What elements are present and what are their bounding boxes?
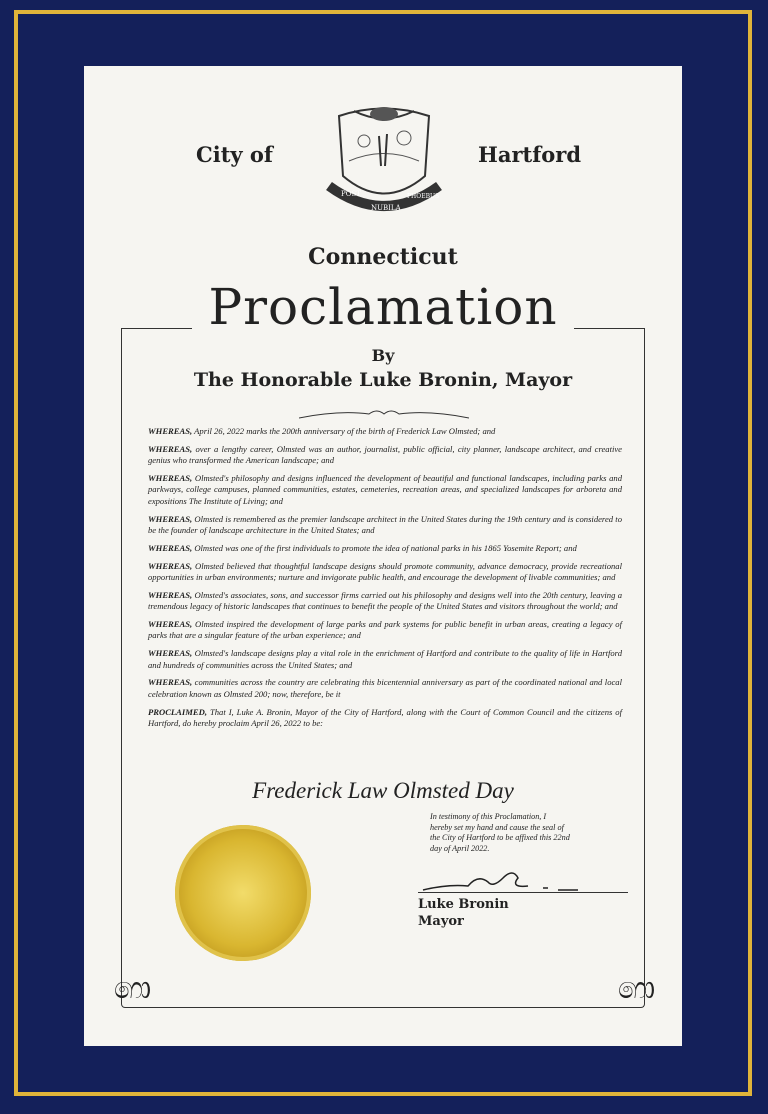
paragraph-lead: WHEREAS, xyxy=(148,473,193,484)
mayor-signature xyxy=(418,864,628,894)
day-title: Frederick Law Olmsted Day xyxy=(252,778,514,803)
proclamation-paragraph xyxy=(148,561,622,584)
seal-motto-post: POST xyxy=(341,190,361,198)
paragraph-lead: WHEREAS, xyxy=(148,648,193,659)
paragraph-text: over a lengthy career, Olmsted was an author, journalist, public official, city planner, landscape architect, and creative genius who transformed the American landscape; and xyxy=(148,443,622,466)
signer-title: Mayor xyxy=(418,914,464,929)
city-of-label: City of xyxy=(196,142,273,167)
paragraph-lead: PROCLAIMED, xyxy=(148,706,207,717)
by-label: By xyxy=(371,346,395,365)
seal-motto-nubila: NUBILA xyxy=(371,204,401,212)
paragraph-text: Olmsted believed that thoughtful landscape designs should promote community, advance democracy, provide recreational opportunities in urban environments; nurture and invigorate public health, and encourage the development of livable communities; and xyxy=(148,560,622,582)
seal-motto-phoebus: PHOEBUS xyxy=(407,193,440,200)
state-label: Connecticut xyxy=(308,244,458,270)
paragraph-lead: WHEREAS, xyxy=(148,677,193,688)
paragraph-text: Olmsted was one of the first individuals to promote the idea of national parks in his 1865 Yosemite Report; and xyxy=(192,542,577,553)
proclamation-paragraph xyxy=(148,707,622,730)
proclamation-body xyxy=(148,426,622,736)
paragraph-text: April 26, 2022 marks the 200th anniversary of the birth of Frederick Law Olmsted; and xyxy=(192,426,496,436)
hartford-label: Hartford xyxy=(478,142,582,167)
paragraph-lead: WHEREAS, xyxy=(148,513,193,524)
scroll-ornament-right: ෩ xyxy=(618,971,656,1006)
proclamation-paragraph xyxy=(148,514,622,537)
paragraph-text: communities across the country are celebrating this bicentennial anniversary as part of the coordinated national and local celebration known as Olmsted 200; now, therefore, be it xyxy=(148,677,622,699)
paragraph-lead: WHEREAS, xyxy=(148,619,193,630)
paragraph-text: Olmsted's philosophy and designs influenced the development of beautiful and functional landscapes, including parks and parkways, college campuses, planned communities, estates, cemeteries, recreation areas, and specialized landscapes for arboreta and expositions The Institute of Living; and xyxy=(148,473,622,506)
paragraph-text: Olmsted is remembered as the premier landscape architect in the United States during the 19th century and is considered to be the founder of landscape architecture in the United States; and xyxy=(148,513,622,535)
proclamation-paragraph xyxy=(148,444,622,467)
paragraph-text: Olmsted's landscape designs play a vital role in the enrichment of Hartford and contribute to the quality of life in Hartford and hundreds of communities across the United States; and xyxy=(148,648,622,670)
proclamation-paragraph xyxy=(148,648,622,671)
proclamation-paragraph xyxy=(148,677,622,700)
paragraph-lead: WHEREAS, xyxy=(148,443,193,454)
proclamation-paragraph xyxy=(148,543,622,554)
paragraph-lead: WHEREAS, xyxy=(148,589,193,600)
paragraph-lead: WHEREAS, xyxy=(148,426,193,436)
proclamation-paragraph xyxy=(148,619,622,642)
signature-line xyxy=(418,892,628,893)
scroll-ornament-left: ෩ xyxy=(114,971,152,1006)
paragraph-lead: WHEREAS, xyxy=(148,542,193,553)
testimony-text: In testimony of this Proclamation, I hereby set my hand and cause the seal of the City of Hartford to be affixed this 22nd day of April 2022. xyxy=(430,812,570,853)
proclamation-document xyxy=(84,66,682,1046)
proclamation-paragraph xyxy=(148,426,622,437)
paragraph-text: Olmsted inspired the development of large parks and park systems for public benefit in urban areas, creating a legacy of parks that are a singular feature of the urban experience; and xyxy=(148,619,622,641)
proclamation-paragraph xyxy=(148,590,622,613)
paragraph-lead: WHEREAS, xyxy=(148,560,193,571)
document-title: Proclamation xyxy=(208,278,558,336)
gold-seal xyxy=(175,825,311,961)
city-seal-emblem xyxy=(319,106,449,222)
signer-name: Luke Bronin xyxy=(418,897,509,912)
paragraph-text: That I, Luke A. Bronin, Mayor of the City of Hartford, along with the Court of Common Council and the citizens of Hartford, do hereby proclaim April 26, 2022 to be: xyxy=(148,706,622,728)
proclamation-paragraph xyxy=(148,473,622,507)
mayor-line: The Honorable Luke Bronin, Mayor xyxy=(193,369,573,391)
ornament-divider xyxy=(299,406,469,422)
paragraph-text: Olmsted's associates, sons, and successor firms carried out his philosophy and designs well into the 20th century, leaving a tremendous legacy of historic landscapes that continues to benefit the people of the United States and visitors throughout the world; and xyxy=(148,589,622,612)
